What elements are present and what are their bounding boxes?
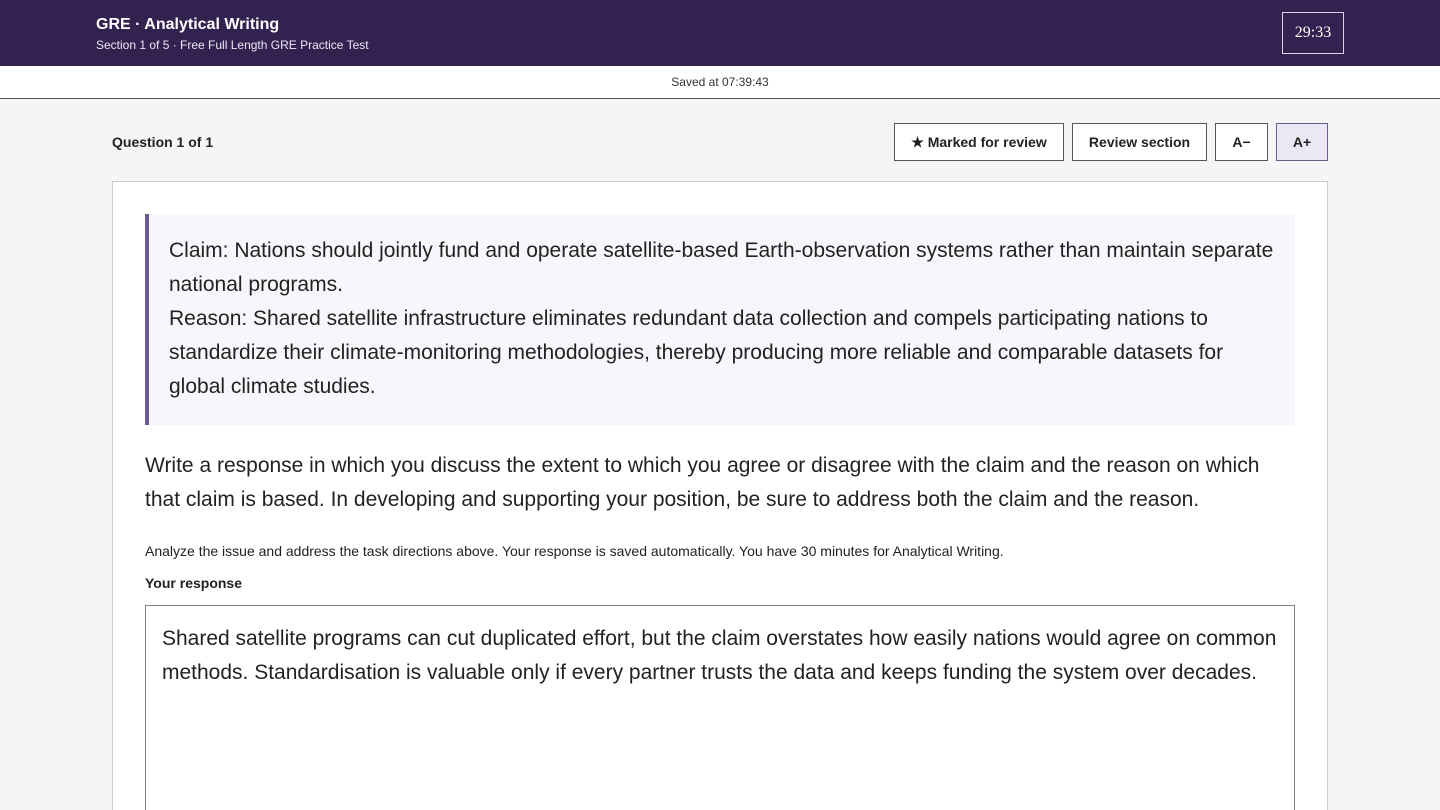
prompt-box <box>145 214 1295 425</box>
review-section-button[interactable]: Review section <box>1072 123 1207 161</box>
response-label: Your response <box>145 575 242 591</box>
top-bar <box>0 0 1440 66</box>
save-status-text: Saved at 07:39:43 <box>671 75 769 89</box>
prompt-reason: Reason: Shared satellite infrastructure eliminates redundant data collection and compels participating nations to standardize their climate-monitoring methodologies, thereby producing more reliable and comparable datasets for global climate studies. <box>169 307 1224 399</box>
mark-for-review-label: Marked for review <box>927 134 1047 150</box>
section-subtitle: Section 1 of 5 · Free Full Length GRE Practice Test <box>96 38 369 52</box>
app-title: GRE · Analytical Writing <box>96 16 280 33</box>
instructions-text: Analyze the issue and address the task directions above. Your response is saved automatically. You have 30 minutes for Analytical Writing. <box>145 543 1004 559</box>
prompt-claim: Claim: Nations should jointly fund and operate satellite-based Earth-observation systems rather than maintain separate national programs. <box>169 239 1274 297</box>
question-counter: Question 1 of 1 <box>112 134 214 150</box>
decrease-font-button[interactable]: A− <box>1215 123 1268 161</box>
increase-font-button[interactable]: A+ <box>1276 123 1328 161</box>
task-directions: Write a response in which you discuss the extent to which you agree or disagree with the claim and the reason on which that claim is based. In developing and supporting your position, be sure to address both the claim and the reason. <box>145 454 1260 511</box>
question-panel <box>112 181 1328 810</box>
star-icon: ★ <box>911 134 924 150</box>
save-status-bar <box>0 66 1440 99</box>
countdown-timer[interactable]: 29:33 <box>1282 12 1344 54</box>
mark-for-review-button[interactable] <box>894 123 1064 161</box>
response-textarea[interactable]: Shared satellite programs can cut duplicated effort, but the claim overstates how easily nations would agree on common methods. Standardisation is valuable only if every partner trusts the data and keeps funding the system over decades. <box>145 605 1295 810</box>
